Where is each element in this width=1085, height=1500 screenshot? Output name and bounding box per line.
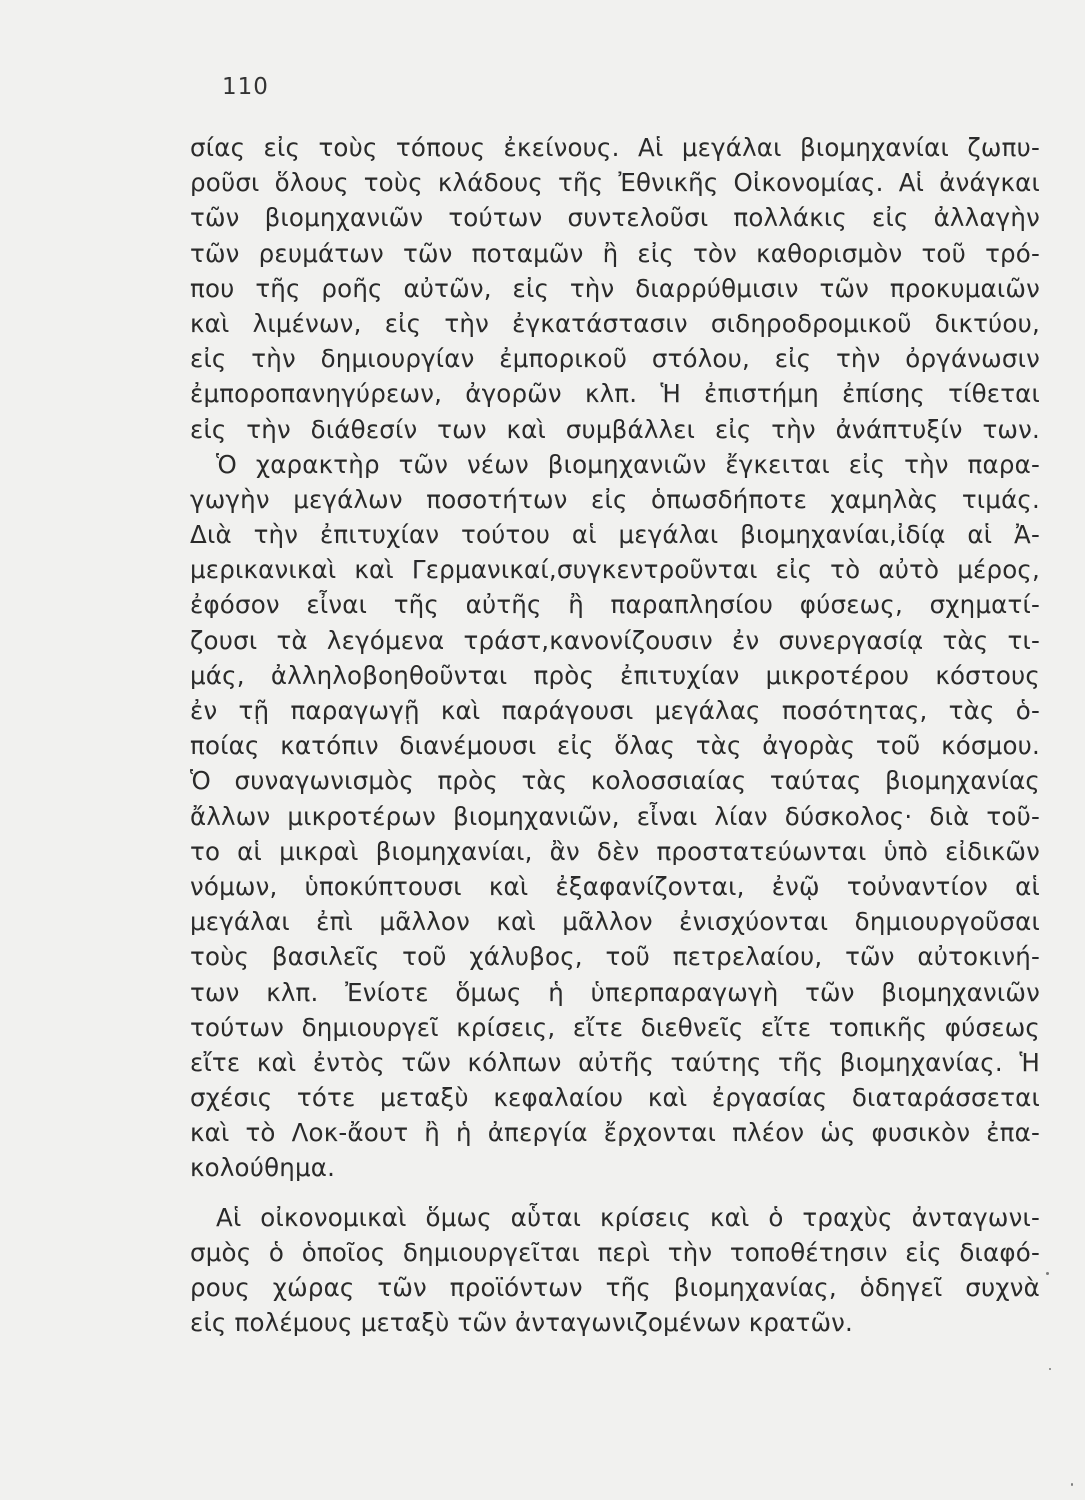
text-line: το αἱ μικραὶ βιομηχανίαι, ἂν δὲν προστατεύωνται ὑπὸ εἰδικῶν — [190, 836, 1040, 866]
print-speck — [1046, 1272, 1049, 1275]
text-line: σχέσις τότε μεταξὺ κεφαλαίου καὶ ἐργασίας διαταράσσεται — [190, 1083, 1040, 1113]
page-number: 110 — [222, 74, 269, 100]
body-text — [190, 130, 1040, 1340]
text-line: εἰς τὴν δημιουργίαν ἐμπορικοῦ στόλου, εἰς τὴν ὀργάνωσιν — [190, 344, 1040, 374]
text-line: σμὸς ὁ ὁποῖος δημιουργεῖται περὶ τὴν τοποθέτησιν εἰς διαφό- — [190, 1237, 1040, 1267]
text-line: ἐφόσον εἶναι τῆς αὐτῆς ἢ παραπλησίου φύσεως, σχηματί- — [190, 590, 1040, 620]
text-line: Διὰ τὴν ἐπιτυχίαν τούτου αἱ μεγάλαι βιομηχανίαι,ἰδίᾳ αἱ Ἀ- — [190, 520, 1040, 550]
text-line: ἄλλων μικροτέρων βιομηχανιῶν, εἶναι λίαν δύσκολος· διὰ τοῦ- — [190, 801, 1040, 831]
text-line: τούτων δημιουργεῖ κρίσεις, εἴτε διεθνεῖς εἴτε τοπικῆς φύσεως — [190, 1012, 1040, 1042]
print-speck — [1071, 1483, 1073, 1486]
text-line: Ὁ χαρακτὴρ τῶν νέων βιομηχανιῶν ἔγκειται εἰς τὴν παρα- — [216, 449, 1040, 479]
text-line: εἰς πολέμους μεταξὺ τῶν ἀνταγωνιζομένων κρατῶν. — [190, 1308, 854, 1338]
text-line: ρους χώρας τῶν προϊόντων τῆς βιομηχανίας, ὁδηγεῖ συχνὰ — [190, 1273, 1040, 1302]
print-speck — [1049, 1368, 1051, 1370]
text-line: που τῆς ροῆς αὐτῶν, εἰς τὴν διαρρύθμισιν τῶν προκυμαιῶν — [190, 273, 1040, 303]
text-line: ἐν τῇ παραγωγῇ καὶ παράγουσι μεγάλας ποσότητας, τὰς ὁ- — [190, 696, 1040, 725]
text-line: εἰς τὴν διάθεσίν των καὶ συμβάλλει εἰς τὴν ἀνάπτυξίν των. — [190, 414, 1040, 444]
text-line: νόμων, ὑποκύπτουσι καὶ ἐξαφανίζονται, ἐνῷ τοὐναντίον αἱ — [190, 871, 1040, 901]
text-line: μερικανικαὶ καὶ Γερμανικαί,συγκεντροῦνται εἰς τὸ αὐτὸ μέρος, — [190, 555, 1040, 585]
text-line: τῶν βιομηχανιῶν τούτων συντελοῦσι πολλάκις εἰς ἀλλαγὴν — [190, 203, 1040, 233]
text-line: ζουσι τὰ λεγόμενα τράστ,κανονίζουσιν ἐν συνεργασίᾳ τὰς τι- — [190, 625, 1040, 655]
text-line: καὶ τὸ Λοκ-ἄουτ ἢ ἡ ἀπεργία ἔρχονται πλέον ὡς φυσικὸν ἐπα- — [190, 1118, 1040, 1148]
text-line: τῶν ρευμάτων τῶν ποταμῶν ἢ εἰς τὸν καθορισμὸν τοῦ τρό- — [190, 238, 1040, 268]
text-line: ποίας κατόπιν διανέμουσι εἰς ὅλας τὰς ἀγορὰς τοῦ κόσμου. — [190, 731, 1040, 761]
text-line: κολούθημα. — [190, 1153, 336, 1183]
text-line: ροῦσι ὅλους τοὺς κλάδους τῆς Ἐθνικῆς Οἰκονομίας. Αἱ ἀνάγκαι — [190, 168, 1040, 198]
text-line: εἴτε καὶ ἐντὸς τῶν κόλπων αὐτῆς ταύτης τῆς βιομηχανίας. Ἡ — [190, 1047, 1040, 1077]
text-line: μάς, ἀλληλοβοηθοῦνται πρὸς ἐπιτυχίαν μικροτέρου κόστους — [190, 660, 1040, 690]
text-line: γωγὴν μεγάλων ποσοτήτων εἰς ὁπωσδήποτε χαμηλὰς τιμάς. — [190, 484, 1040, 514]
text-line: Αἱ οἰκονομικαὶ ὅμως αὗται κρίσεις καὶ ὁ τραχὺς ἀνταγωνι- — [216, 1202, 1040, 1232]
text-line: ἐμποροπανηγύρεων, ἀγορῶν κλπ. Ἡ ἐπιστήμη ἐπίσης τίθεται — [190, 379, 1040, 409]
text-line: μεγάλαι ἐπὶ μᾶλλον καὶ μᾶλλον ἐνισχύονται δημιουργοῦσαι — [190, 907, 1040, 937]
text-line: Ὁ συναγωνισμὸς πρὸς τὰς κολοσσιαίας ταύτας βιομηχανίας — [190, 766, 1040, 796]
text-line: καὶ λιμένων, εἰς τὴν ἐγκατάστασιν σιδηροδρομικοῦ δικτύου, — [190, 308, 1040, 338]
text-line: σίας εἰς τοὺς τόπους ἐκείνους. Αἱ μεγάλαι βιομηχανίαι ζωπυ- — [190, 133, 1040, 162]
text-line: τοὺς βασιλεῖς τοῦ χάλυβος, τοῦ πετρελαίου, τῶν αὐτοκινή- — [190, 942, 1040, 972]
text-line: των κλπ. Ἐνίοτε ὅμως ἡ ὑπερπαραγωγὴ τῶν βιομηχανιῶν — [190, 977, 1040, 1007]
